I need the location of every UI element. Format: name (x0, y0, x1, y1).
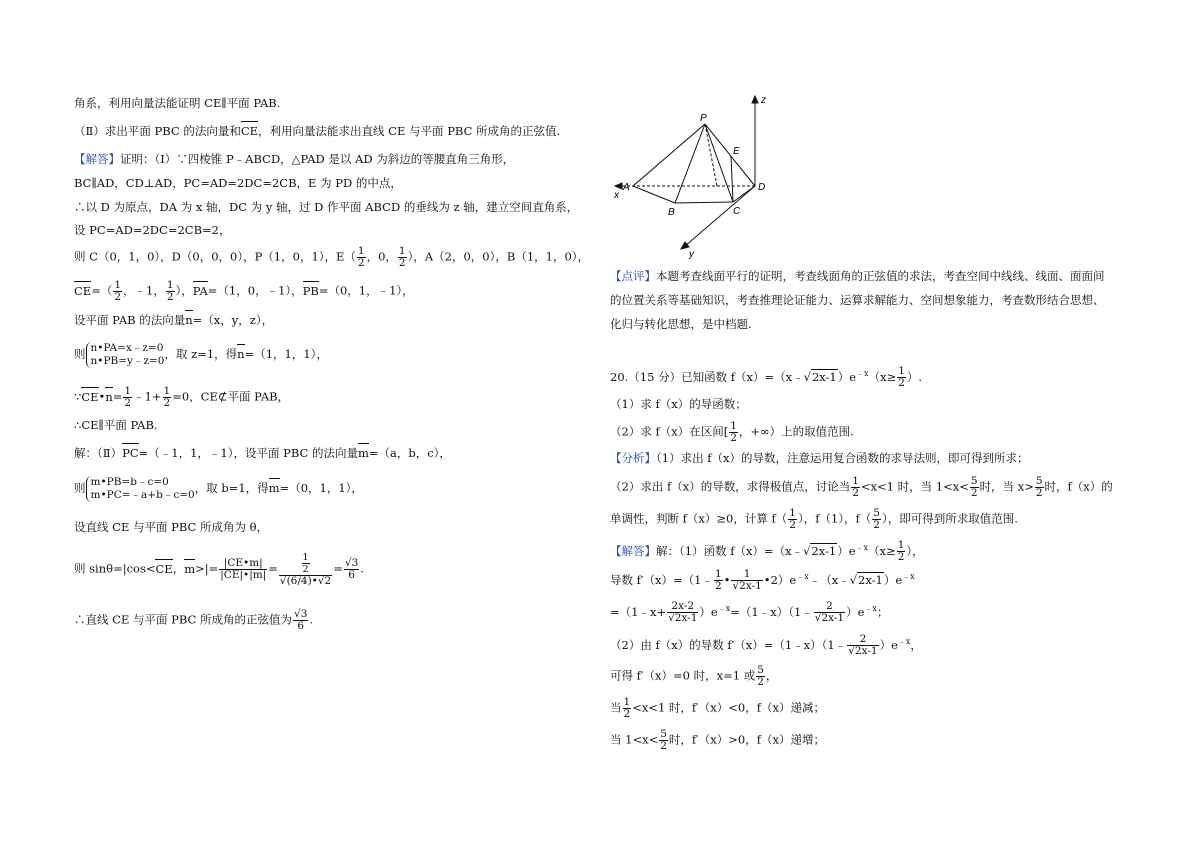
text-line: =（1﹣x+ $\frac{2x-2}{√2x-1}$ ）$e^{﹣x}=(1﹣x)(1﹣$ $\frac{2}{√2x-1}$ ）$e^{﹣x}$； (610, 600, 889, 625)
label-C: C (733, 206, 741, 217)
text-line: CE=（ $\frac{1}{2}$ ，﹣1， $\frac{1}{2}$ ），PA=（1，0，﹣1），PB=（0，1，﹣1）， (74, 279, 414, 303)
text-line: ∴以 D 为原点，DA 为 x 轴，DC 为 y 轴，过 D 作平面 ABCD 的垂线为 z 轴，建立空间直角系， (74, 200, 579, 214)
answer-tag: 【解答】 (74, 152, 120, 166)
text-line: 的位置关系等基础知识，考查推理论证能力、运算求解能力、空间想象能力，考查数形结合思想、 (610, 293, 1105, 307)
text-line: 当 $\frac{1}{2}$ <x<1 时，f′（x）<0，f（x）递减； (610, 696, 825, 720)
label-x: x (614, 190, 619, 201)
label-z: z (761, 95, 766, 106)
text-line: 则 C（0，1，0），D（0，0，0），P（1，0，1），E（ $\frac{1}{2}$ ，0， $\frac{1}{2}$ ），A（2，0，0），B（1，1，0）， (74, 245, 590, 269)
text-line: 解：（Ⅱ）PC=（﹣1，1，﹣1），设平面 PBC 的法向量m=（a，b，c）， (74, 446, 451, 460)
text-line: BC∥AD，CD⊥AD，PC=AD=2DC=2CB，E 为 PD 的中点， (74, 176, 402, 190)
review-tag: 【点评】 (610, 269, 656, 283)
label-E: E (733, 146, 740, 157)
text-line: 单调性，判断 f（x）≥0，计算 f（ $\frac{1}{2}$ ），f（1），f（ $\frac{5}{2}$ ），即可得到所求取值范围. (610, 507, 1018, 531)
label-P: P (700, 113, 707, 124)
text-line: 设直线 CE 与平面 PBC 所成角为 θ， (74, 520, 269, 534)
text-line: （Ⅱ）求出平面 PBC 的法向量和CE，利用向量法能求出直线 CE 与平面 PBC 所成角的正弦值. (74, 124, 561, 138)
text-line: （2）求出 f（x）的导数，求得极值点，讨论当 $\frac{1}{2}$ <x<1 时，当 1<x< $\frac{5}{2}$ 时，当 x> $\frac{5}{2}$ 时，f（x）的 (610, 475, 1113, 499)
text-line: 可得 f′（x）=0 时，x=1 或 $\frac{5}{2}$ ， (610, 664, 778, 688)
text-line: 【点评】本题考查线面平行的证明，考查线面角的正弦值的求法，考查空间中线线、线面、面面间 (610, 269, 1105, 283)
text-line: （1）求 f（x）的导函数； (610, 397, 747, 411)
label-y: y (689, 249, 694, 260)
text-line: （2）求 f（x）在区间[ $\frac{1}{2}$ ，+∞）上的取值范围. (610, 420, 854, 444)
answer-tag: 【解答】 (610, 543, 656, 558)
text-line: （2）由 f（x）的导数 f′（x）=（1﹣x）（1﹣ $\frac{2}{√2x-1}$ ）$e^{﹣x}$， (610, 633, 922, 658)
text-line: 设 PC=AD=2DC=2CB=2， (74, 223, 231, 237)
text-line: 导数 f′（x）=（1﹣ $\frac{1}{2}$ • $\frac{1}{√2x-1}$ $•2)e^{﹣x}﹣(x﹣√2x-1)e^{﹣x}$ (610, 568, 915, 593)
text-line: 则 sinθ=|cos<CE，m>|= $\frac{|CE•m|}{|CE|•|m|}$ = $\frac{\frac{1}{2}}{√(6/4)•√2}$ = $\frac{√3}{6}$ . (74, 552, 364, 587)
text-line: 设平面 PAB 的法向量n=（x，y，z）， (74, 313, 274, 327)
analysis-tag: 【分析】 (610, 451, 656, 465)
text-line: 【分析】（1）求出 f（x）的导数，注意运用复合函数的求导法则，即可得到所求； (610, 451, 1029, 465)
text-line: 则 m•PB=b﹣c=0 m•PC=﹣a+b﹣c=0 ，取 b=1，得m=（0，1，1）， (74, 476, 363, 501)
text-line: ∴CE∥平面 PAB. (74, 418, 158, 432)
text-line: ∴直线 CE 与平面 PBC 所成角的正弦值为 $\frac{√3}{6}$ . (74, 608, 314, 632)
text-line: 角系，利用向量法能证明 CE∥平面 PAB. (74, 96, 281, 110)
text-line: 当 1<x< $\frac{5}{2}$ 时，f′（x）>0，f（x）递增； (610, 728, 825, 752)
text-line: ∵CE•n= $\frac{1}{2}$ ﹣1+ $\frac{1}{2}$ =0，CE⊄平面 PAB， (74, 385, 290, 409)
text-line: 【解答】证明：（Ⅰ）∵四棱锥 P﹣ABCD，△PAD 是以 AD 为斜边的等腰直角三角形， (74, 152, 515, 166)
label-B: B (668, 207, 675, 218)
text-line: 则 n•PA=x﹣z=0 n•PB=y﹣z=0 ，取 z=1，得n=（1，1，1）， (74, 342, 328, 367)
pyramid-figure (605, 90, 785, 260)
text-line: 【解答】解：（1）函数 $f(x)=(x﹣√2x-1)e^{﹣x}(x\ge$ $\frac{1}{2}$ ）， (610, 539, 924, 564)
text-line: 化归与转化思想，是中档题. (610, 317, 752, 331)
label-D: D (758, 182, 766, 193)
label-A: A (623, 182, 630, 193)
question-20-stem: 20.（15 分）已知函数 $f(x)=(x﹣√2x-1)e^{﹣x}(x\ge$ $\frac{1}{2}$ ）. (610, 365, 923, 390)
